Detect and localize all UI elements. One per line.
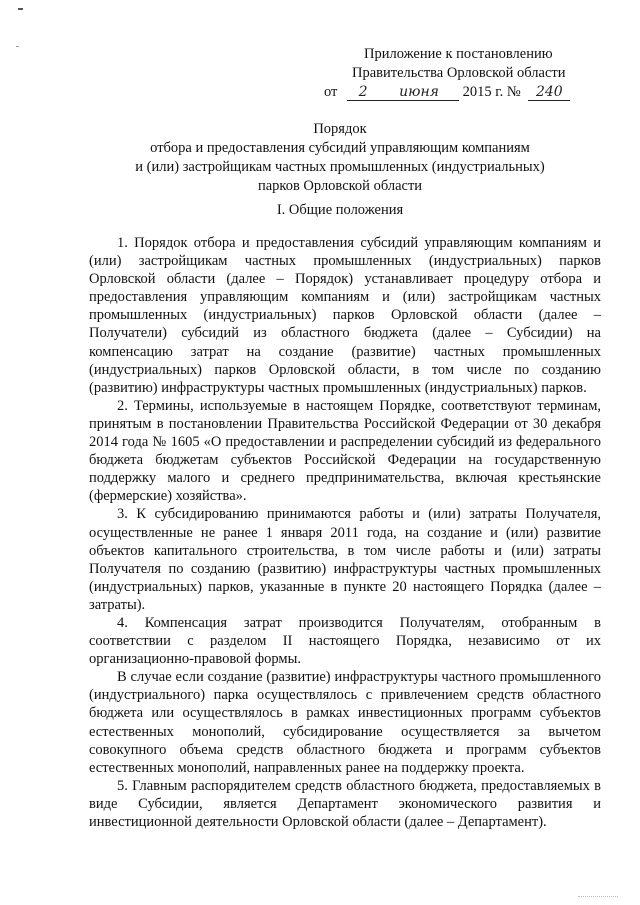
section-heading: I. Общие положения bbox=[276, 202, 404, 218]
paragraph-4: 4. Компенсация затрат производится Получателям, отобранным в соответствии с разделом II настоящего Порядка, независимо от их организационно-правовой формы. bbox=[89, 614, 601, 668]
handwritten-day: 2 bbox=[347, 85, 379, 101]
scan-mark bbox=[16, 46, 19, 47]
document-title bbox=[90, 120, 590, 196]
paragraph-2: 2. Термины, используемые в настоящем Порядке, соответствуют терминам, принятым в постановлении Правительства Российской Федерации от 30 декабря 2014 года № 1605 «О предоставлении и распределении субсидий из федерального бюджета бюджетам субъектов Российской Федерации на государственную поддержку малого и среднего предпринимательства, включая крестьянские (фермерские) хозяйства». bbox=[89, 397, 601, 505]
handwritten-month: июня bbox=[379, 85, 459, 101]
title-line-4: парков Орловской области bbox=[257, 178, 423, 194]
document-body bbox=[89, 234, 601, 831]
appendix-date-line bbox=[320, 83, 610, 102]
date-year-number-label: 2015 г. № bbox=[462, 84, 521, 100]
paragraph-5: 5. Главным распорядителем средств областного бюджета, предоставляемых в виде Субсидии, является Департамент экономического развития и инвестиционной деятельности Орловской области (далее – Департамент). bbox=[89, 777, 601, 830]
title-line-3: и (или) застройщикам частных промышленных (индустриальных) bbox=[135, 159, 545, 175]
scan-artifact bbox=[578, 896, 618, 899]
appendix-line-2: Правительства Орловской области bbox=[352, 65, 566, 81]
paragraph-1: 1. Порядок отбора и предоставления субсидий управляющим компаниям и (или) застройщикам частных промышленных (индустриальных) парков Орловской области (далее – Порядок) устанавливает процедуру отбора и предоставления управляющим компаниям и (или) застройщикам частных промышленных (индустриальных) парков Орловской области (далее – Получатели) субсидий из областного бюджета (далее – Субсидии) на компенсацию затрат на создание (развитие) частных промышленных (индустриальных) парков Орловской области, в том числе по созданию (развитию) инфраструктуры частных промышленных (индустриальных) парков. bbox=[89, 235, 601, 396]
title-line-1: Порядок bbox=[313, 121, 367, 137]
appendix-line-1: Приложение к постановлению bbox=[364, 46, 553, 62]
scan-mark bbox=[18, 8, 23, 10]
title-line-2: отбора и предоставления субсидий управляющим компаниям bbox=[150, 140, 530, 156]
appendix-header bbox=[320, 45, 610, 102]
handwritten-number: 240 bbox=[528, 85, 570, 101]
paragraph-3: 3. К субсидированию принимаются работы и (или) затраты Получателя, осуществленные не ранее 1 января 2011 года, на создание и (или) развитие объектов капитального строительства, в том числе работы и (или) затраты Получателя по созданию (развитию) инфраструктуры частных промышленных (индустриальных) парков, указанные в пункте 20 настоящего Порядка (далее – затраты). bbox=[89, 506, 601, 613]
date-prefix: от bbox=[324, 84, 338, 100]
paragraph-4-continued: В случае если создание (развитие) инфраструктуры частного промышленного (индустриального) парка осуществлялось с привлечением средств областного бюджета или осуществлялось в рамках инвестиционных программ субъектов естественных монополий, субсидирование осуществляется за вычетом совокупного объема средств областного бюджета и программ субъектов естественных монополий, направленных ранее на поддержку проекта. bbox=[89, 669, 601, 776]
